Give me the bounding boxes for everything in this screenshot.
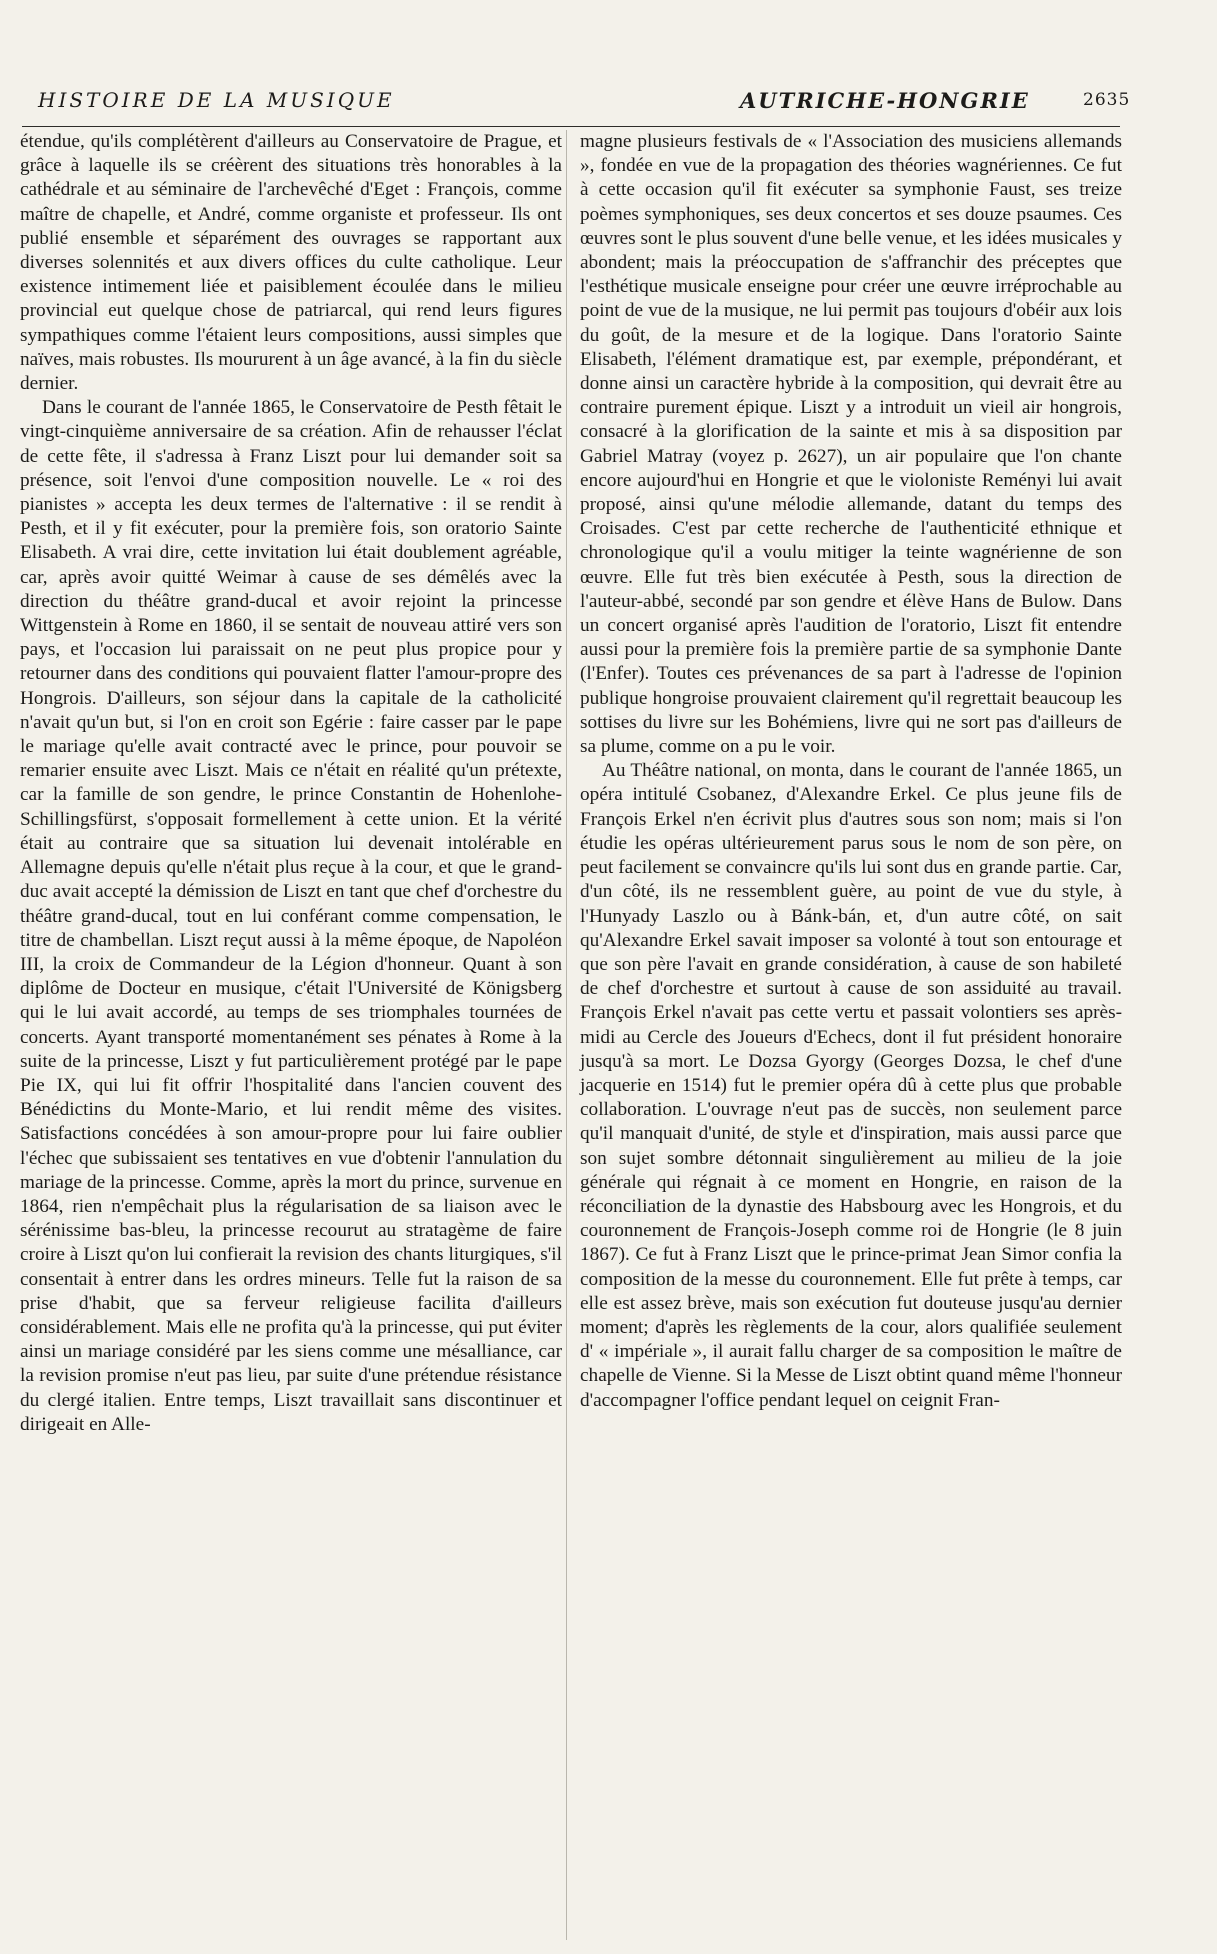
running-title-right: AUTRICHE-HONGRIE — [740, 88, 1030, 113]
left-column — [20, 130, 562, 1437]
paragraph: étendue, qu'ils complétèrent d'ailleurs au Conservatoire de Prague, et grâce à laquelle ils se créèrent des situations très honorables à la cathédrale et au séminaire de l'archevêché d'Eget : François, comme maître de chapelle, et André, comme organiste et professeur. Ils ont publié ensemble et séparément des ouvrages se rapportant aux diverses solennités et aux divers offices du culte catholique. Leur existence intimement liée et paisiblement écoulée dans le milieu provincial eut quelque chose de patriarcal, qui rend leurs figures sympathiques comme l'étaient leurs compositions, aussi simples que naïves, mais robustes. Ils moururent à un âge avancé, à la fin du siècle dernier. — [20, 131, 562, 395]
right-column — [580, 130, 1122, 1413]
paragraph: Au Théâtre national, on monta, dans le courant de l'année 1865, un opéra intitulé Csobanez, d'Alexandre Erkel. Ce plus jeune fils de François Erkel n'en écrivit plus d'autres sous son nom; mais si l'on étudie les opéras ultérieurement parus sous le nom de son père, on peut facilement se convaincre qu'ils lui sont dus en grande partie. Car, d'un côté, ils ne ressemblent guère, au point de vue du style, à l'Hunyady Laszlo ou à Bánk-bán, et, d'un autre côté, on sait qu'Alexandre Erkel savait imposer sa volonté à tout son entourage et que son père l'avait en grande considération, à cause de son habileté de chef d'orchestre et surtout à cause de son assiduité au travail. François Erkel n'avait pas cette vertu et passait volontiers ses après-midi au Cercle des Joueurs d'Echecs, dont il fut président honoraire jusqu'à sa mort. Le Dozsa Gyorgy (Georges Dozsa, le chef d'une jacquerie en 1514) fut le premier opéra dû à cette plus que probable collaboration. L'ouvrage n'eut pas de succès, non seulement parce qu'il manquait d'unité, de style et d'inspiration, mais aussi parce que son sujet sombre détonnait singulièrement au milieu de la joie générale qui régnait à ce moment en Hongrie, en raison de la réconciliation de la dynastie des Habsbourg avec les Hongrois, et du couronnement de François-Joseph comme roi de Hongrie (le 8 juin 1867). Ce fut à Franz Liszt que le prince-primat Jean Simor confia la composition de la messe du couronnement. Elle fut prête à temps, car elle est assez brève, mais son exécution fut douteuse jusqu'au dernier moment; d'après les règlements de la cour, alors qualifiée seulement d' « impériale », il aurait fallu charger de sa composition le maître de chapelle de Vienne. Si la Messe de Liszt obtint quand même l'honneur d'accompagner l'office pendant lequel on ceignit Fran- — [580, 760, 1122, 1411]
column-divider — [566, 130, 567, 1940]
page-number: 2635 — [1083, 90, 1131, 110]
paragraph: magne plusieurs festivals de « l'Association des musiciens allemands », fondée en vue de la propagation des théories wagnériennes. Ce fut à cette occasion qu'il fit exécuter sa symphonie Faust, ses treize poèmes symphoniques, ses deux concertos et ses douze psaumes. Ces œuvres sont le plus souvent d'une belle venue, et les idées musicales y abondent; mais la préoccupation de s'affranchir des préceptes que l'esthétique musicale enseigne pour créer une œuvre irréprochable au point de vue de la musique, ne lui permit pas toujours d'obéir aux lois du goût, de la mesure et de la logique. Dans l'oratorio Sainte Elisabeth, l'élément dramatique est, par exemple, prépondérant, et donne ainsi un caractère hybride à la composition, qui devrait être au contraire purement épique. Liszt y a introduit un vieil air hongrois, consacré à la glorification de la sainte et mis à sa disposition par Gabriel Matray (voyez p. 2627), un air populaire que l'on chante encore aujourd'hui en Hongrie et que le violoniste Reményi lui avait proposé, ainsi qu'une mélodie allemande, datant du temps des Croisades. C'est par cette recherche de l'authenticité ethnique et chronologique qu'il a voulu mitiger la teinte wagnérienne de son œuvre. Elle fut très bien exécutée à Pesth, sous la direction de l'auteur-abbé, secondé par son gendre et élève Hans de Bulow. Dans un concert organisé après l'audition de l'oratorio, Liszt fit entendre aussi pour la première fois la première partie de sa symphonie Dante (l'Enfer). Toutes ces prévenances de sa part à l'adresse de l'opinion publique hongroise prouvaient clairement qu'il regrettait beaucoup les sottises du livre sur les Bohémiens, livre qui ne sort pas d'ailleurs de sa plume, comme on a pu le voir. — [580, 131, 1122, 758]
running-title-left: HISTOIRE DE LA MUSIQUE — [38, 88, 395, 112]
paragraph: Dans le courant de l'année 1865, le Conservatoire de Pesth fêtait le vingt-cinquième anniversaire de sa création. Afin de rehausser l'éclat de cette fête, il s'adressa à Franz Liszt pour lui demander soit sa présence, soit l'envoi d'une composition nouvelle. Le « roi des pianistes » accepta les deux termes de l'alternative : il se rendit à Pesth, et il y fit exécuter, pour la première fois, son oratorio Sainte Elisabeth. A vrai dire, cette invitation lui était doublement agréable, car, après avoir quitté Weimar à cause de ses démêlés avec la direction du théâtre grand-ducal et avoir rejoint la princesse Wittgenstein à Rome en 1860, il se sentait de nouveau attiré vers son pays, et l'occasion lui paraissait on ne peut plus propice pour y retourner dans des conditions qui pouvaient flatter l'amour-propre des Hongrois. D'ailleurs, son séjour dans la capitale de la catholicité n'avait qu'un but, si l'on en croit son Egérie : faire casser par le pape le mariage qu'elle avait contracté avec le prince, pour pouvoir se remarier ensuite avec Liszt. Mais ce n'était en réalité qu'un prétexte, car la famille de son gendre, le prince Constantin de Hohenlohe-Schillingsfürst, s'opposait formellement à cette union. Et la vérité était au contraire que sa situation lui devenait intolérable en Allemagne depuis qu'elle n'était plus reçue à la cour, et que le grand-duc avait accepté la démission de Liszt en tant que chef d'orchestre du théâtre grand-ducal, tout en lui conférant comme compensation, le titre de chambellan. Liszt reçut aussi à la même époque, de Napoléon III, la croix de Commandeur de la Légion d'honneur. Quant à son diplôme de Docteur en musique, c'était l'Université de Königsberg qui le lui avait accordé, au temps de ses triomphales tournées de concerts. Ayant transporté momentanément ses pénates à Rome à la suite de la princesse, Liszt y fut particulièrement protégé par le pape Pie IX, qui lui fit offrir l'hospitalité dans l'ancien couvent des Bénédictins du Monte-Mario, et lui rendit même des visites. Satisfactions concédées à son amour-propre pour lui faire oublier l'échec que subissaient ses tentatives en vue d'obtenir l'annulation du mariage de la princesse. Comme, après la mort du prince, survenue en 1864, rien n'empêchait plus la régularisation de sa liaison avec le sérénissime bas-bleu, la princesse recourut au stratagème de faire croire à Liszt qu'on lui confierait la revision des chants liturgiques, s'il consentait à entrer dans les ordres mineurs. Telle fut la raison de sa prise d'habit, que sa ferveur religieuse facilita d'ailleurs considérablement. Mais elle ne profita qu'à la princesse, qui put éviter ainsi un mariage considéré par les siens comme une mésalliance, car la revision promise n'eut pas lieu, par suite d'une prétendue résistance du clergé italien. Entre temps, Liszt travaillait sans discontinuer et dirigeait en Alle- — [20, 397, 562, 1435]
running-header — [38, 88, 1131, 120]
header-rule — [22, 126, 1120, 127]
